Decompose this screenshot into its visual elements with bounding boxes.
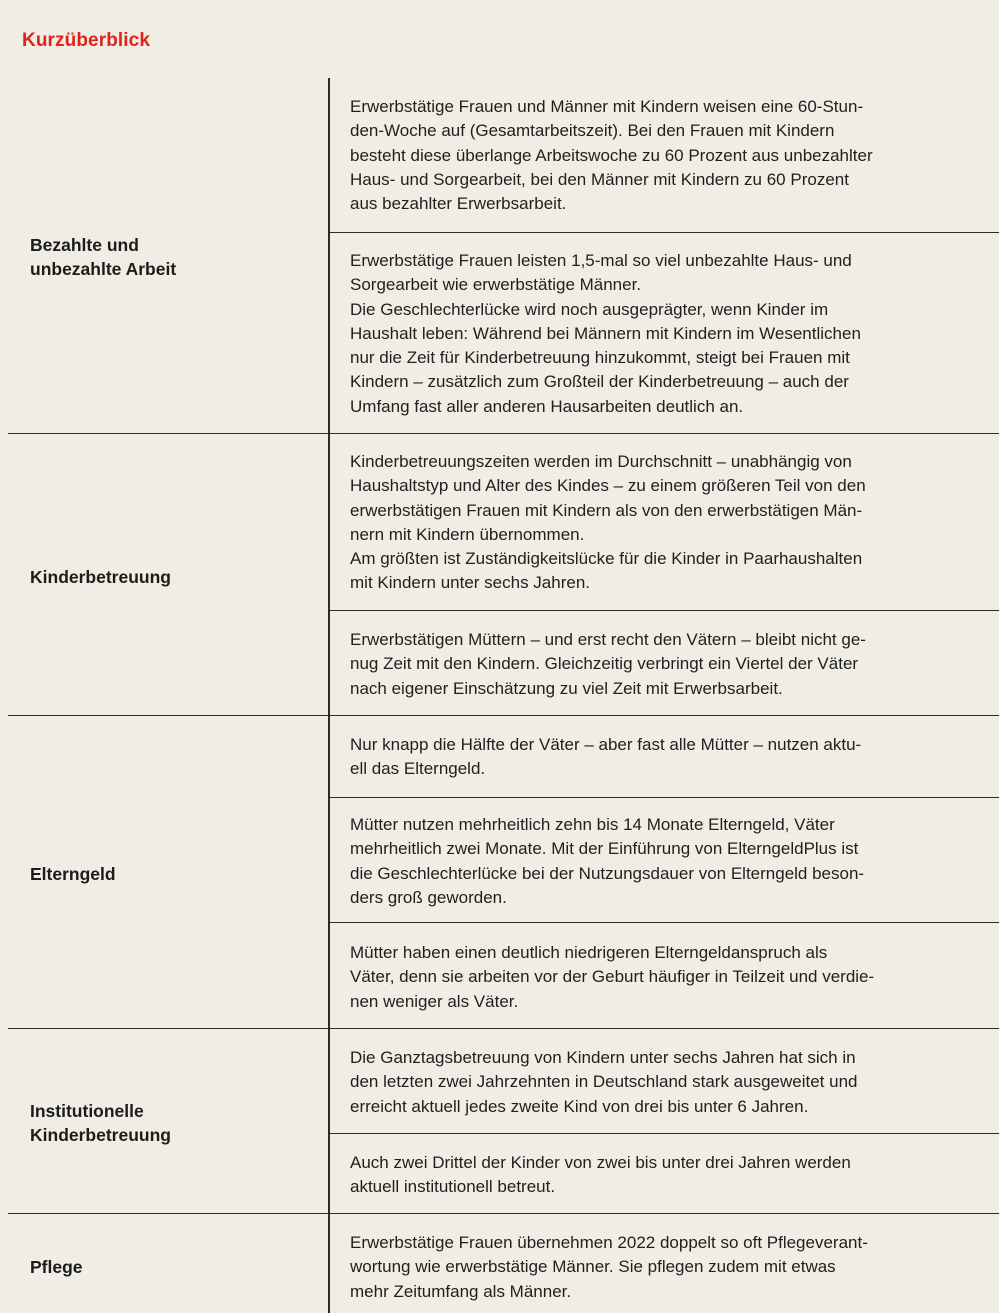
section-divider (8, 1028, 999, 1029)
section-1-paragraph-1: Erwerbstätige Frauen und Männer mit Kindern weisen eine 60-Stun- den-Woche auf (Gesamtarbeitszeit). Bei den Frauen mit Kindern besteht diese überlange Arbeitswoche zu 60 Prozent aus unbezahlter Haus- und Sorgearbeit, bei den Männer mit Kindern zu 60 Prozent aus bezahlter Erwerbsarbeit. (350, 97, 873, 214)
section-label-elterngeld: Elterngeld (30, 864, 116, 884)
section-1-paragraph-2: Erwerbstätige Frauen leisten 1,5-mal so viel unbezahlte Haus- und Sorgearbeit wie erwerbstätige Männer. Die Geschlechterlücke wird noch ausgeprägter, wenn Kinder im Haushalt leben: Während bei Männern mit Kindern im Wesentlichen nur die Zeit für Kinderbetreuung hinzukommt, steigt bei Frauen mit Kindern – zusätzlich zum Großteil der Kinderbetreuung – auch der Umfang fast aller anderen Hausarbeiten deutlich an. (350, 251, 861, 416)
section-5-paragraph-1: Erwerbstätige Frauen übernehmen 2022 doppelt so oft Pflegeverant- wortung wie erwerbstätige Männer. Sie pflegen zudem mit etwas mehr Zeitumfang als Männer. (350, 1233, 868, 1301)
column-divider (328, 78, 330, 1313)
section-2-paragraph-1: Kinderbetreuungszeiten werden im Durchschnitt – unabhängig von Haushaltstyp und Alter des Kindes – zu einem größeren Teil von den erwerbstätigen Frauen mit Kindern als von den erwerbstätigen Män- nern mit Kindern übernommen. Am größten ist Zuständigkeitslücke für die Kinder in Paarhaushalten mit Kindern unter sechs Jahren. (350, 452, 866, 593)
page-heading: Kurzüberblick (22, 30, 150, 51)
row-divider (329, 797, 999, 798)
row-divider (329, 232, 999, 233)
section-4-paragraph-2: Auch zwei Drittel der Kinder von zwei bis unter drei Jahren werden aktuell institutionell betreut. (350, 1153, 851, 1197)
row-divider (329, 922, 999, 923)
section-label-kinderbetreuung: Kinderbetreuung (30, 567, 171, 587)
section-2-paragraph-2: Erwerbstätigen Müttern – und erst recht den Vätern – bleibt nicht ge- nug Zeit mit den Kindern. Gleichzeitig verbringt ein Viertel der Väter nach eigener Einschätzung zu viel Zeit mit Erwerbsarbeit. (350, 630, 866, 698)
section-3-paragraph-1: Nur knapp die Hälfte der Väter – aber fast alle Mütter – nutzen aktu- ell das Elterngeld. (350, 735, 862, 779)
section-divider (8, 715, 999, 716)
section-divider (8, 433, 999, 434)
section-divider (8, 1213, 999, 1214)
section-4-paragraph-1: Die Ganztagsbetreuung von Kindern unter sechs Jahren hat sich in den letzten zwei Jahrzehnten in Deutschland stark ausgeweitet und erreicht aktuell jedes zweite Kind von drei bis unter 6 Jahren. (350, 1048, 858, 1116)
row-divider (329, 610, 999, 611)
section-label-institutionelle-kinderbetreuung: Institutionelle Kinderbetreuung (30, 1101, 171, 1145)
section-label-bezahlte-arbeit: Bezahlte und unbezahlte Arbeit (30, 235, 177, 279)
section-3-paragraph-2: Mütter nutzen mehrheitlich zehn bis 14 Monate Elterngeld, Väter mehrheitlich zwei Monate. Mit der Einführung von ElterngeldPlus ist die Geschlechterlücke bei der Nutzungsdauer von Elterngeld beson- ders groß geworden. (350, 815, 865, 907)
section-3-paragraph-3: Mütter haben einen deutlich niedrigeren Elterngeldanspruch als Väter, denn sie arbeiten vor der Geburt häufiger in Teilzeit und verdie- nen weniger als Väter. (350, 943, 875, 1011)
row-divider (329, 1133, 999, 1134)
section-label-pflege: Pflege (30, 1257, 83, 1277)
